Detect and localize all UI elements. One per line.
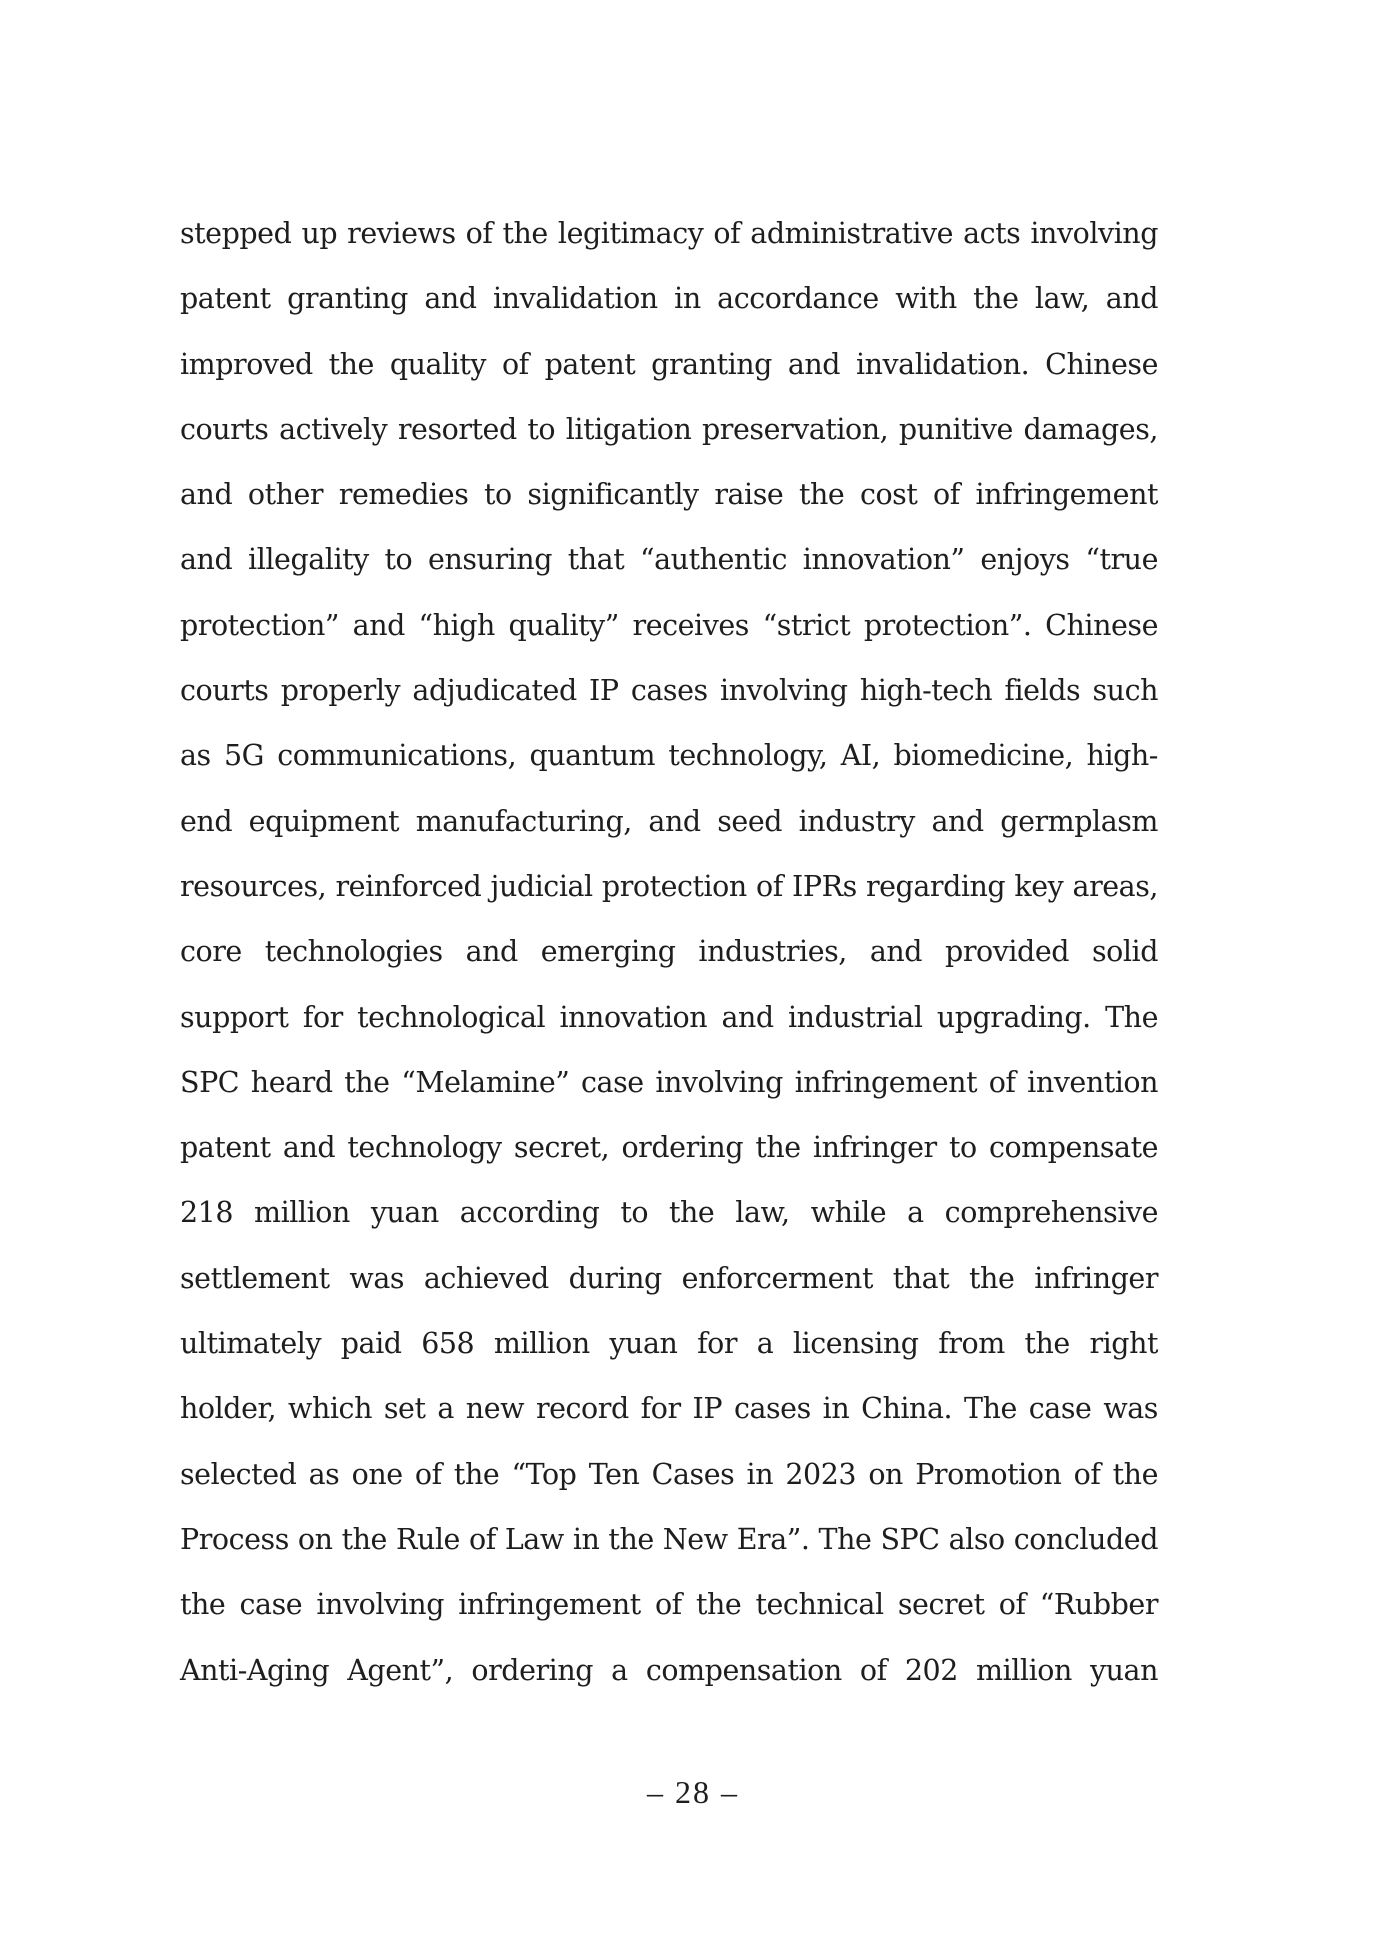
text-line: end equipment manufacturing, and seed industry and germplasm [180,804,1158,838]
text-line: patent and technology secret, ordering the infringer to compensate [180,1131,1158,1165]
text-line: holder, which set a new record for IP cases in China. The case was [180,1392,1158,1426]
text-line: support for technological innovation and industrial upgrading. The [180,1000,1158,1034]
body-paragraph [180,212,1158,1714]
text-line: courts actively resorted to litigation preservation, punitive damages, [180,412,1158,446]
text-line: courts properly adjudicated IP cases involving high-tech fields such [180,674,1158,708]
text-line: settlement was achieved during enforcerment that the infringer [180,1261,1158,1295]
text-line: resources, reinforced judicial protection of IPRs regarding key areas, [180,869,1158,903]
page-number: – 28 – [647,1774,739,1810]
text-line: SPC heard the “Melamine” case involving infringement of invention [180,1065,1158,1099]
text-line: 218 million yuan according to the law, while a comprehensive [180,1196,1158,1230]
text-line: and other remedies to significantly raise the cost of infringement [180,478,1158,512]
text-line: Anti-Aging Agent”, ordering a compensation of 202 million yuan [180,1653,1158,1687]
text-line: patent granting and invalidation in accordance with the law, and [180,282,1158,316]
text-line: stepped up reviews of the legitimacy of administrative acts involving [180,217,1158,250]
text-line: the case involving infringement of the technical secret of “Rubber [180,1588,1158,1622]
text-line: improved the quality of patent granting and invalidation. Chinese [180,347,1158,381]
text-line: as 5G communications, quantum technology, AI, biomedicine, high- [180,739,1158,773]
text-line: Process on the Rule of Law in the New Era”. The SPC also concluded [180,1522,1158,1556]
text-line: and illegality to ensuring that “authentic innovation” enjoys “true [180,543,1158,577]
text-line: core technologies and emerging industries, and provided solid [180,935,1158,969]
text-line: protection” and “high quality” receives “strict protection”. Chinese [180,608,1158,642]
text-line: ultimately paid 658 million yuan for a licensing from the right [180,1327,1158,1361]
text-line: selected as one of the “Top Ten Cases in 2023 on Promotion of the [180,1457,1158,1491]
